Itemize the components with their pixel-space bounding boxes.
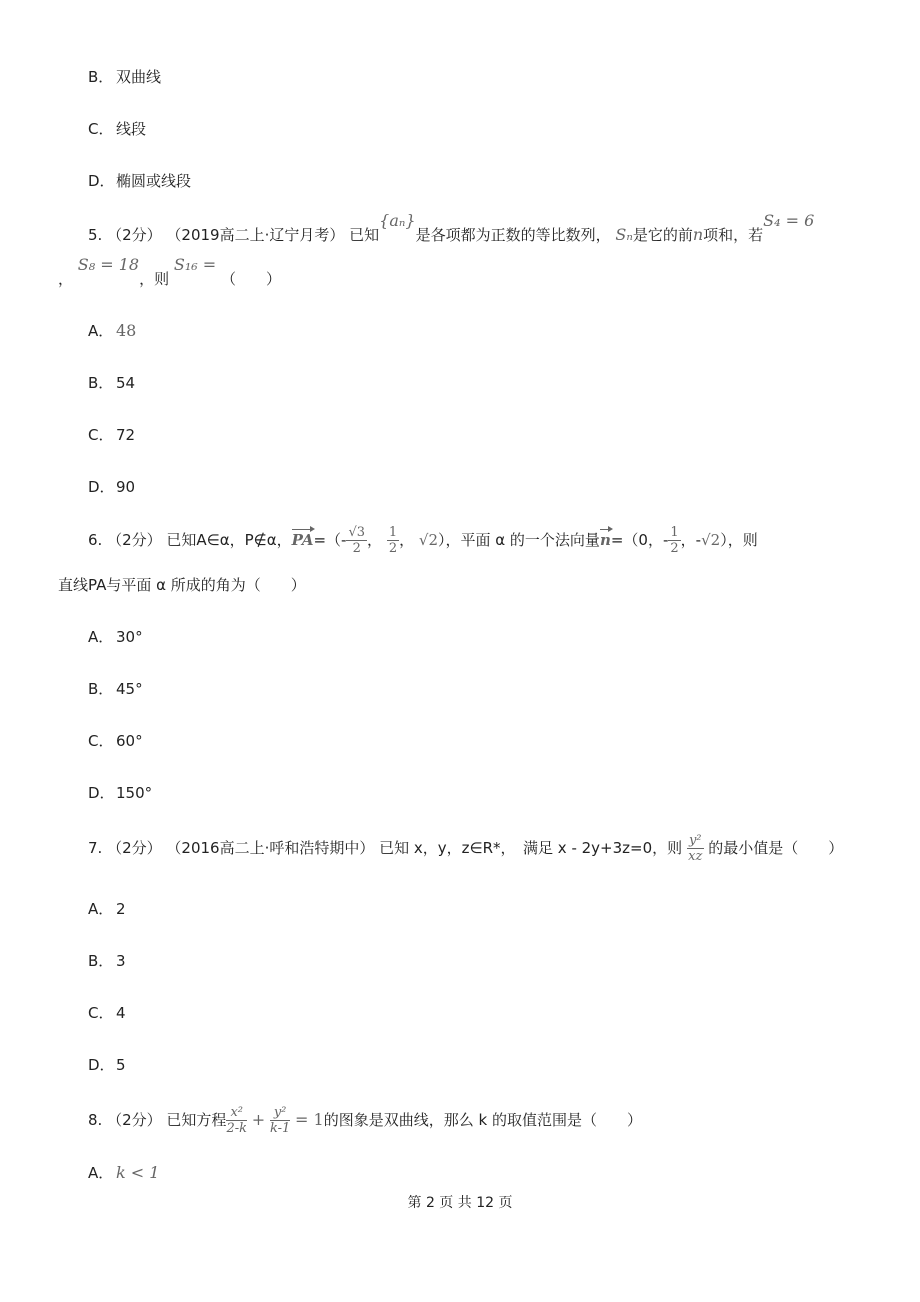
question-5-line1: 5. （2分） （2019高二上·辽宁月考） 已知{aₙ}是各项都为正数的等比数列， Sₙ是它的前n项和，若S₄ = 6 [88, 211, 815, 244]
option-d: D．椭圆或线段 [88, 172, 192, 190]
question-6-line2: 直线PA与平面 α 所成的角为（ ） [58, 576, 306, 594]
option-c: C． 4 [88, 1004, 126, 1022]
math-sequence: {aₙ} [379, 211, 416, 230]
option-a: A． k < 1 [88, 1163, 160, 1182]
fraction-y2-over-xz: $\frac{\text{y²}}{xz}$ [688, 833, 703, 864]
fraction-1-over-2: $\frac{1}{2}$ [388, 525, 398, 556]
math-sqrt2: √2 [701, 531, 721, 549]
page-footer: 第 2 页 共 12 页 [407, 1195, 513, 1211]
math-sqrt2: √2 [418, 531, 438, 549]
fraction-1-over-2: $\frac{1}{2}$ [670, 525, 679, 556]
option-b: B． 54 [88, 374, 136, 392]
option-d: D．90 [88, 478, 136, 496]
vector-pa: PA [291, 531, 314, 549]
question-source: （2016高二上·呼和浩特期中） [166, 839, 375, 857]
question-5-line2: ， S₈ = 18，则 S₁₆ = （ ） [58, 255, 281, 288]
math-s8: S₈ = 18 [77, 255, 140, 274]
math-equals-one: = 1 [295, 1110, 324, 1129]
fraction-x2-over-2-k: $\frac{\text{x²}}{2-k}$ [226, 1105, 247, 1136]
fraction-sqrt3-over-2: $\frac{√3}{2}$ [348, 525, 366, 556]
question-number: 5. [88, 226, 103, 244]
option-b: B． 双曲线 [88, 68, 162, 86]
math-s4: S₄ = 6 [763, 211, 815, 230]
question-7-line1: 7. （2分） （2016高二上·呼和浩特期中） 已知 x，y，z∈R*， 满足 x - 2y+3z=0，则 $\frac{\text{y²}}{xz}$ 的最小值是（ ） [88, 833, 844, 864]
option-b: B． 3 [88, 952, 126, 970]
question-number: 8. [88, 1111, 103, 1129]
option-d: D．5 [88, 1056, 126, 1074]
vector-n: n [599, 531, 611, 549]
option-a: A． 2 [88, 900, 126, 918]
question-6-line1: 6. （2分） 已知A∈α，P∉α，PA=（- $\frac{√3}{2}$ ， $\frac{1}{2}$ ， √2），平面 α 的一个法向量n=（0，- $\frac{1}{2}$ ，-√2），则 [88, 525, 758, 556]
question-score: （2分） [107, 839, 162, 857]
option-c: C． 72 [88, 426, 136, 444]
question-8-line1: 8. （2分） 已知方程 $\frac{\text{x²}}{2-k}$ + $\frac{\text{y²}}{k-1}$ = 1的图象是双曲线，那么 k 的取值范围是（ ） [88, 1105, 642, 1136]
question-score: （2分） [107, 1111, 162, 1129]
option-a: A． 48 [88, 321, 137, 340]
math-n: n [692, 225, 704, 244]
fraction-y2-over-k-1: $\frac{\text{y²}}{k-1}$ [269, 1105, 291, 1136]
math-sn: Sₙ [615, 225, 633, 244]
option-c: C． 线段 [88, 120, 147, 138]
question-score: （2分） [107, 226, 162, 244]
math-k-less-1: k < 1 [116, 1163, 160, 1182]
question-score: （2分） [107, 531, 162, 549]
question-source: （2019高二上·辽宁月考） [166, 226, 345, 244]
math-s16: S₁₆ = [173, 255, 217, 274]
question-number: 6. [88, 531, 103, 549]
option-b: B． 45° [88, 680, 143, 698]
question-number: 7. [88, 839, 103, 857]
option-d: D．150° [88, 784, 153, 802]
option-a: A． 30° [88, 628, 143, 646]
option-c: C． 60° [88, 732, 143, 750]
